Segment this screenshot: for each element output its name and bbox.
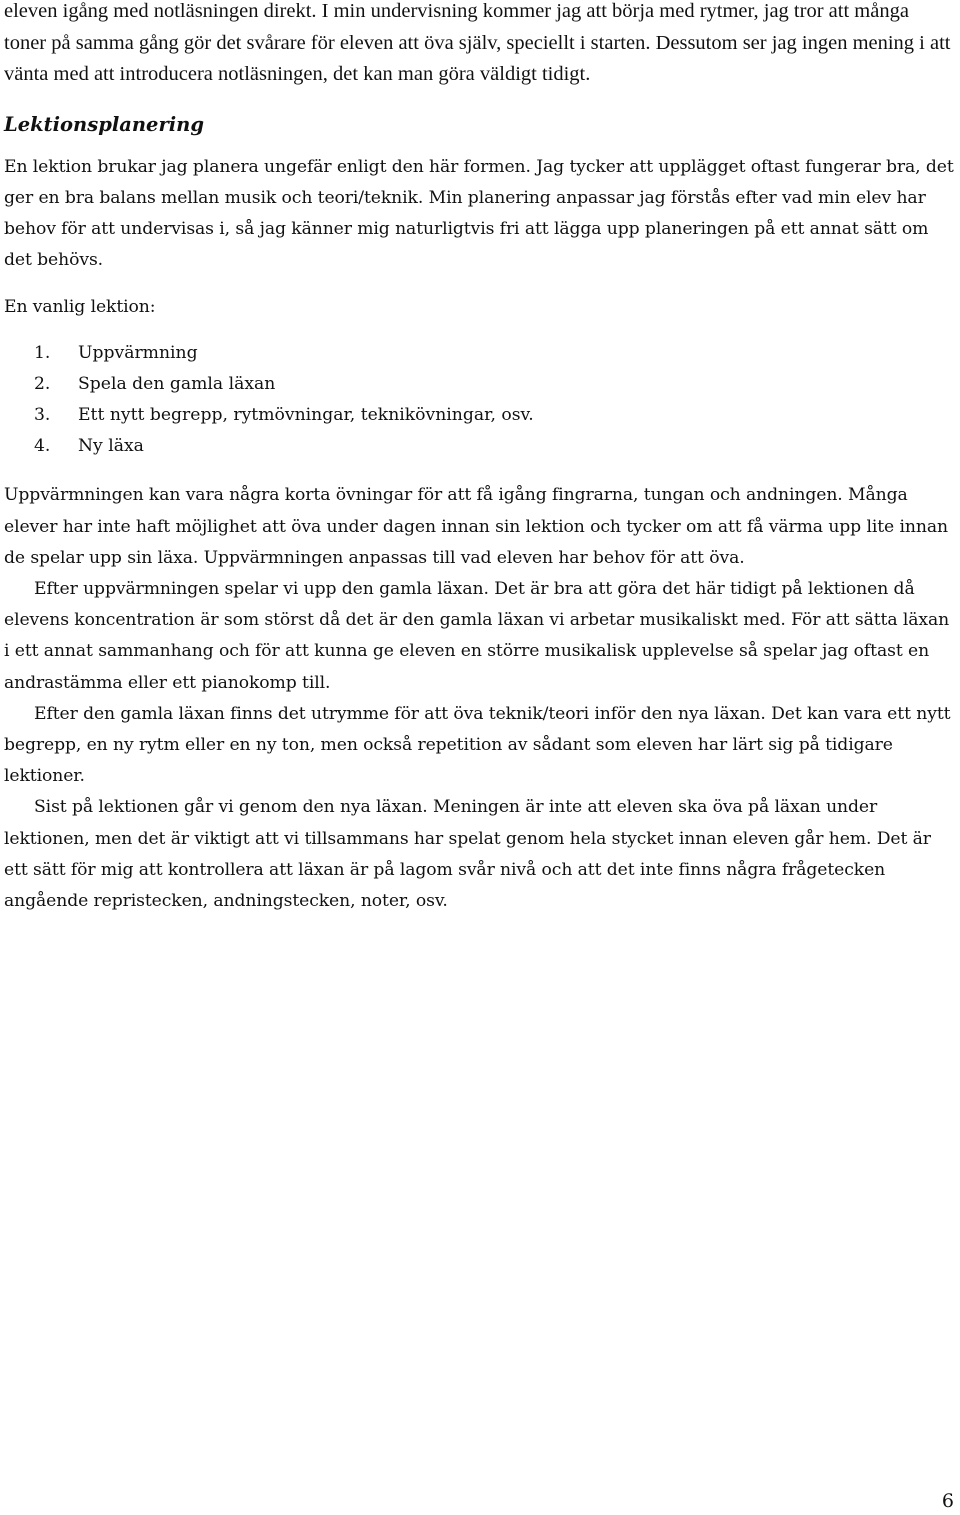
list-item (4, 400, 956, 431)
page-number: 6 (941, 1490, 954, 1512)
planning-paragraph: En lektion brukar jag planera ungefär enligt den här formen. Jag tycker att upplägget oftast fungerar bra, det ger en bra balans mellan musik och teori/teknik. Min planering anpassar jag förstås efter vad min elev har behov för att undervisas i, så jag känner mig naturligtvis fri att lägga upp planeringen på ett annat sätt om det behövs. (4, 156, 954, 271)
list-item-number: 3. (34, 404, 51, 425)
list-item-text: Uppvärmning (78, 342, 198, 363)
list-item-text: Ny läxa (78, 436, 144, 457)
list-item (4, 431, 956, 462)
list-item-number: 2. (34, 373, 51, 394)
intro-paragraph: eleven igång med notläsningen direkt. I min undervisning kommer jag att börja med rytmer, jag tror att många toner på samma gång gör det svårare för eleven att öva själv, speciellt i starten. Dessutom ser jag ingen mening i att vänta med att introducera notläsningen, det kan man göra väldigt tidigt. (4, 0, 951, 85)
section-heading: Lektionsplanering (4, 112, 204, 136)
technique-paragraph: Efter den gamla läxan finns det utrymme för att öva teknik/teori inför den nya läxan. Det kan vara ett nytt begrepp, en ny rytm eller en ny ton, men också repetition av sådant som eleven har lärt sig på tidigare lektioner. (4, 703, 951, 787)
list-item (4, 338, 956, 369)
list-item (4, 369, 956, 400)
document-page (4, 0, 956, 917)
new-homework-paragraph: Sist på lektionen går vi genom den nya läxan. Meningen är inte att eleven ska öva på läxan under lektionen, men det är viktigt att vi tillsammans har spelat genom hela stycket innan eleven går hem. Det är ett sätt för mig att kontrollera att läxan är på lagom svår nivå och att det inte finns några frågetecken angående repristecken, andningstecken, noter, osv. (4, 797, 931, 911)
list-item-number: 1. (34, 342, 51, 363)
warmup-paragraph: Uppvärmningen kan vara några korta övningar för att få igång fingrarna, tungan och andningen. Många elever har inte haft möjlighet att öva under dagen innan sin lektion och tycker om att få värma upp lite innan de spelar upp sin läxa. Uppvärmningen anpassas till vad eleven har behov för att öva. (4, 485, 948, 568)
old-homework-paragraph: Efter uppvärmningen spelar vi upp den gamla läxan. Det är bra att göra det här tidigt på lektionen då elevens koncentration är som störst då det är den gamla läxan vi arbetar musikaliskt med. För att sätta läxan i ett annat sammanhang och för att kunna ge eleven en större musikalisk upplevelse så spelar jag oftast en andrastämma eller ett pianokomp till. (4, 578, 950, 693)
lesson-steps-list (4, 338, 956, 463)
list-item-text: Ett nytt begrepp, rytmövningar, teknikövningar, osv. (78, 404, 534, 425)
list-intro: En vanlig lektion: (4, 297, 156, 318)
list-item-text: Spela den gamla läxan (78, 373, 276, 394)
list-item-number: 4. (34, 436, 51, 457)
